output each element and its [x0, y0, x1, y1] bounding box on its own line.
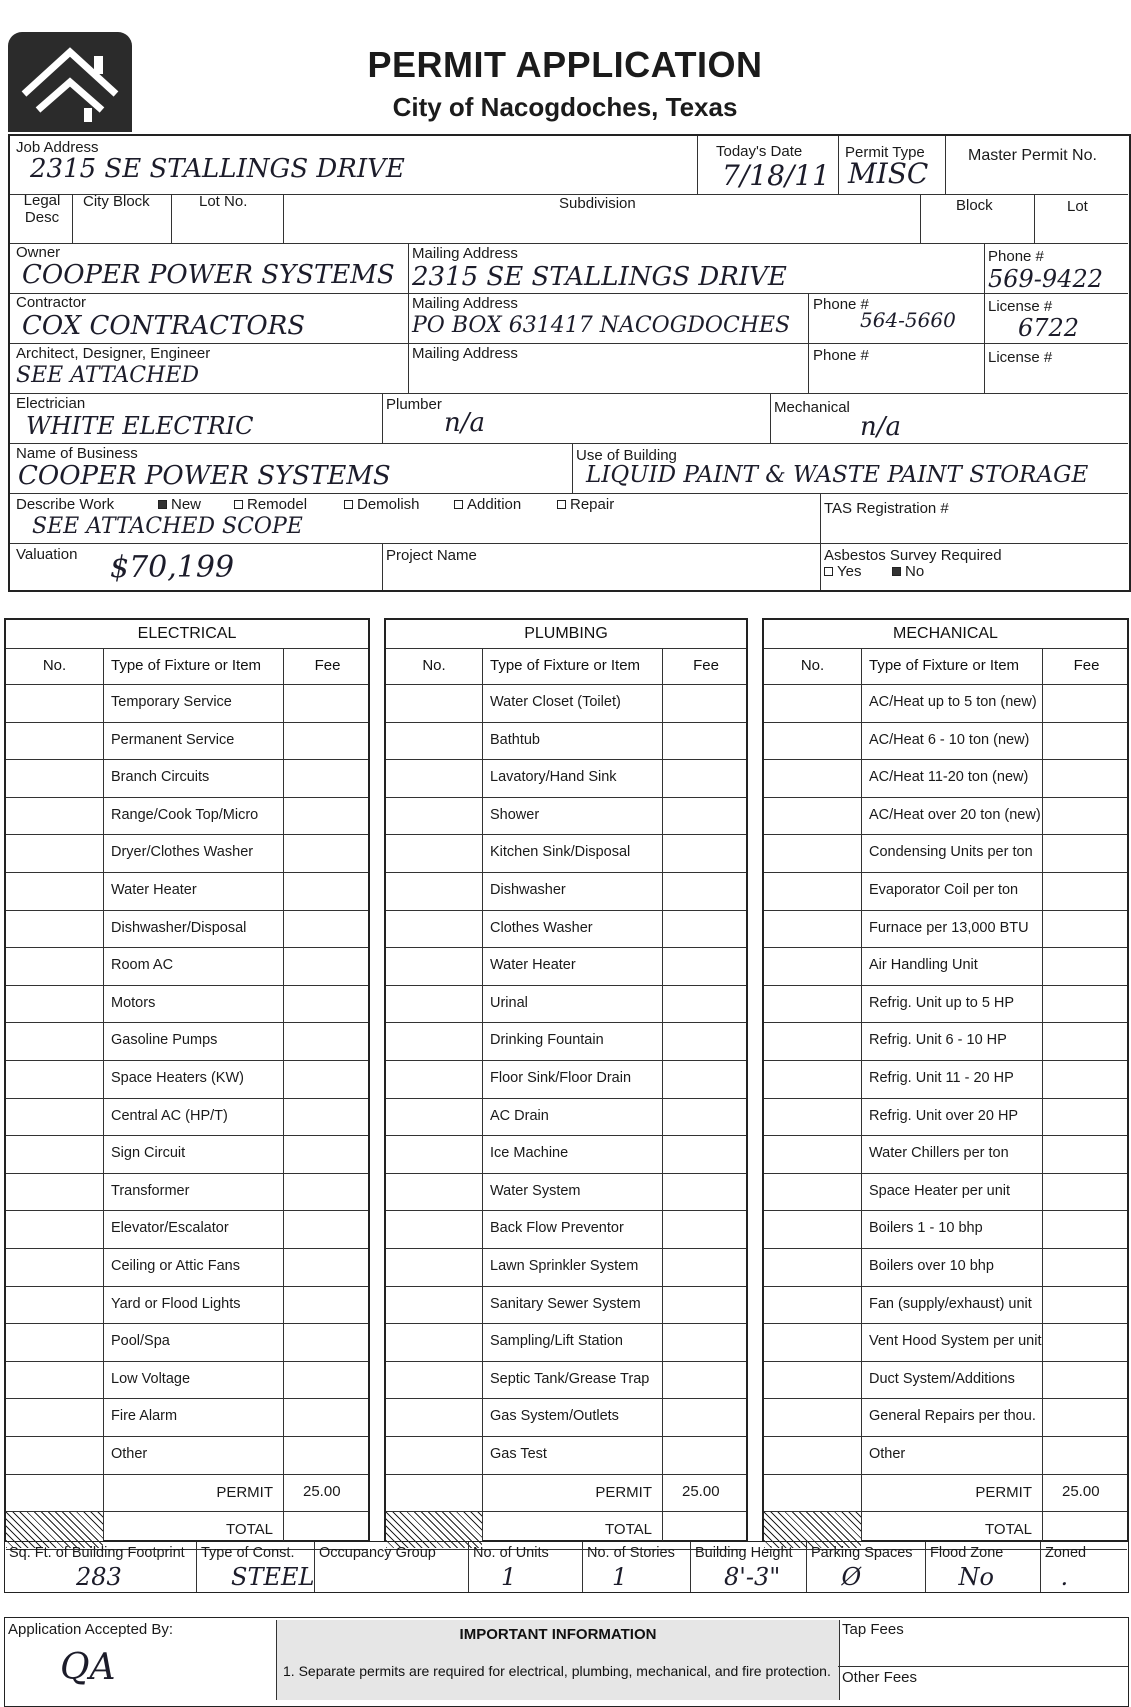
plumbing-table-title: PLUMBING: [386, 620, 746, 649]
plumber-label: Plumber: [386, 396, 442, 413]
electrical-item: Motors: [111, 994, 156, 1011]
plumbing-item: Sampling/Lift Station: [490, 1333, 623, 1350]
valuation-value[interactable]: $70,199: [110, 550, 235, 585]
use-of-building-label: Use of Building: [576, 447, 677, 464]
building-field-value[interactable]: No: [958, 1563, 994, 1591]
plumbing-item: Septic Tank/Grease Trap: [490, 1370, 650, 1387]
other-fees-label: Other Fees: [842, 1669, 918, 1686]
architect-value[interactable]: SEE ATTACHED: [16, 363, 200, 388]
electrical-total-label: TOTAL: [226, 1521, 273, 1539]
mechanical-item: Fan (supply/exhaust) unit: [869, 1295, 1032, 1312]
electrical-item: Transformer: [111, 1182, 190, 1199]
col-type-header: Type of Fixture or Item: [111, 657, 262, 674]
electrical-item: Sign Circuit: [111, 1145, 186, 1162]
mechanical-item: Space Heater per unit: [869, 1182, 1011, 1199]
plumbing-item: Gas System/Outlets: [490, 1408, 619, 1425]
building-field-label: No. of Stories: [587, 1545, 675, 1561]
work-type-new[interactable]: New: [158, 497, 201, 514]
contractor-mailing-value[interactable]: PO BOX 631417 NACOGDOCHES: [412, 313, 791, 338]
owner-phone-value[interactable]: 569-9422: [988, 265, 1103, 293]
electrical-permit-label: PERMIT: [216, 1483, 273, 1501]
mechanical-item: Refrig. Unit 11 - 20 HP: [869, 1070, 1014, 1086]
electrical-item: Permanent Service: [111, 731, 235, 748]
subdivision-label: Subdivision: [559, 195, 636, 212]
mechanical-item: Duct System/Additions: [869, 1370, 1015, 1387]
business-name-value[interactable]: COOPER POWER SYSTEMS: [18, 461, 391, 491]
mechanical-item: Refrig. Unit 6 - 10 HP: [869, 1032, 1007, 1049]
electrical-item: Pool/Spa: [111, 1333, 170, 1350]
building-field-value[interactable]: 1: [501, 1563, 517, 1591]
architect-license-label: License #: [988, 349, 1053, 366]
plumbing-total-label: TOTAL: [605, 1521, 652, 1539]
col-no-header: No.: [422, 657, 446, 674]
accepted-initials[interactable]: QA: [60, 1647, 116, 1688]
plumbing-item: Water System: [490, 1182, 581, 1199]
block-label: Block: [956, 197, 993, 214]
electrical-item: Elevator/Escalator: [111, 1220, 229, 1237]
electrical-item: Dryer/Clothes Washer: [111, 844, 254, 861]
electrical-item: Range/Cook Top/Micro: [111, 806, 259, 823]
col-no-header: No.: [800, 657, 825, 674]
project-name-label: Project Name: [386, 547, 477, 564]
contractor-phone-label: Phone #: [813, 296, 869, 313]
electrical-item: Water Heater: [111, 882, 197, 898]
electrical-permit-fee[interactable]: 25.00: [303, 1482, 341, 1500]
building-field-value[interactable]: 8'-3": [724, 1563, 781, 1591]
electrical-item: Fire Alarm: [111, 1408, 178, 1425]
owner-value[interactable]: COOPER POWER SYSTEMS: [22, 260, 395, 290]
mechanical-item: Boilers 1 - 10 bhp: [869, 1220, 983, 1237]
house-icon: [8, 32, 132, 132]
building-field-value[interactable]: .: [1060, 1563, 1069, 1591]
checkbox-icon[interactable]: [454, 500, 463, 509]
building-field-label: Sq. Ft. of Building Footprint: [9, 1545, 185, 1561]
building-field-value[interactable]: STEEL: [231, 1563, 315, 1591]
asbestos-yes[interactable]: Yes: [824, 564, 861, 581]
plumbing-item: AC Drain: [490, 1107, 549, 1124]
accepted-by-label: Application Accepted By:: [8, 1621, 174, 1638]
mechanical-item: General Repairs per thou.: [869, 1408, 1036, 1425]
job-address-value[interactable]: 2315 SE STALLINGS DRIVE: [30, 154, 405, 184]
contractor-phone-value[interactable]: 564-5660: [860, 308, 956, 332]
contractor-label: Contractor: [16, 294, 87, 311]
col-type-header: Type of Fixture or Item: [490, 657, 641, 674]
contractor-license-value[interactable]: 6722: [1018, 314, 1080, 342]
work-type-demolish[interactable]: Demolish: [344, 497, 420, 514]
col-fee-header: Fee: [1073, 657, 1100, 674]
asbestos-no[interactable]: No: [892, 564, 924, 581]
mechanical-value[interactable]: n/a: [860, 412, 902, 442]
building-field-value[interactable]: Ø: [841, 1563, 862, 1591]
form-title: PERMIT APPLICATION: [367, 44, 763, 85]
plumbing-item: Sanitary Sewer System: [490, 1295, 641, 1312]
permit-type-value[interactable]: MISC: [848, 157, 929, 190]
plumbing-item: Bathtub: [490, 731, 540, 748]
city-logo: [8, 32, 132, 132]
asbestos-label: Asbestos Survey Required: [824, 547, 1002, 564]
col-fee-header: Fee: [314, 657, 341, 674]
checkbox-icon[interactable]: [344, 500, 353, 509]
mechanical-item: AC/Heat 11-20 ton (new): [869, 769, 1029, 786]
checkbox-icon[interactable]: [824, 567, 833, 576]
electrical-item: Temporary Service: [111, 694, 232, 710]
building-field-label: Occupancy Group: [319, 1545, 436, 1561]
describe-work-label: Describe Work: [16, 496, 115, 513]
checkbox-checked-icon[interactable]: [892, 567, 901, 576]
plumbing-item: Back Flow Preventor: [490, 1220, 624, 1237]
electrical-item: Low Voltage: [111, 1370, 191, 1387]
electrical-item: Yard or Flood Lights: [111, 1295, 241, 1312]
owner-label: Owner: [16, 244, 61, 261]
legal-desc-label: Legal Desc: [23, 192, 61, 226]
work-type-remodel[interactable]: Remodel: [234, 497, 307, 514]
plumbing-item: Lavatory/Hand Sink: [490, 769, 617, 786]
checkbox-icon[interactable]: [557, 500, 566, 509]
building-field-label: Parking Spaces: [811, 1545, 913, 1561]
mechanical-item: Other: [869, 1446, 906, 1462]
master-permit-label: Master Permit No.: [968, 147, 1097, 164]
checkbox-checked-icon[interactable]: [158, 500, 167, 509]
plumbing-item: Drinking Fountain: [490, 1032, 604, 1049]
permit-type-label: Permit Type: [845, 144, 925, 161]
building-field-label: Type of Const.: [201, 1545, 295, 1561]
contractor-value[interactable]: COX CONTRACTORS: [22, 311, 306, 341]
job-address-label: Job Address: [16, 139, 99, 156]
mechanical-permit-label: PERMIT: [975, 1483, 1032, 1501]
architect-phone-label: Phone #: [813, 347, 869, 364]
lot-label: Lot: [1067, 198, 1088, 215]
plumbing-table: [384, 618, 748, 1542]
mechanical-item: AC/Heat 6 - 10 ton (new): [869, 731, 1030, 748]
building-field-value[interactable]: 1: [612, 1563, 628, 1591]
form-subtitle: City of Nacogdoches, Texas: [392, 92, 738, 122]
electrical-table: [4, 618, 370, 1542]
important-info-title: IMPORTANT INFORMATION: [459, 1626, 657, 1643]
building-field-label: Building Height: [695, 1545, 793, 1561]
mechanical-item: Condensing Units per ton: [869, 844, 1033, 861]
todays-date-value[interactable]: 7/18/11: [722, 159, 830, 192]
owner-mailing-value[interactable]: 2315 SE STALLINGS DRIVE: [412, 262, 787, 292]
mechanical-item: Evaporator Coil per ton: [869, 882, 1019, 898]
important-info-item-1: 1. Separate permits are required for electrical, plumbing, mechanical, and fire protection.: [283, 1663, 831, 1679]
tas-registration-label: TAS Registration #: [824, 500, 949, 517]
mechanical-item: Refrig. Unit over 20 HP: [869, 1107, 1019, 1124]
mechanical-table: [762, 618, 1129, 1542]
work-type-addition[interactable]: Addition: [454, 497, 521, 514]
business-name-label: Name of Business: [16, 445, 138, 462]
plumbing-item: Water Closet (Toilet): [490, 694, 621, 710]
electrical-item: Space Heaters (KW): [111, 1070, 244, 1086]
electrical-item: Other: [111, 1446, 148, 1462]
mechanical-item: AC/Heat over 20 ton (new): [869, 806, 1041, 823]
electrician-value[interactable]: WHITE ELECTRIC: [26, 412, 254, 440]
electrical-item: Ceiling or Attic Fans: [111, 1258, 240, 1274]
checkbox-icon[interactable]: [234, 500, 243, 509]
plumbing-item: Water Heater: [490, 957, 576, 974]
work-type-repair[interactable]: Repair: [557, 497, 614, 514]
city-block-label: City Block: [83, 193, 150, 210]
plumber-value[interactable]: n/a: [444, 408, 486, 438]
mechanical-item: Furnace per 13,000 BTU: [869, 919, 1029, 936]
mechanical-item: Air Handling Unit: [869, 957, 978, 974]
mechanical-item: Water Chillers per ton: [869, 1145, 1009, 1162]
plumbing-item: Gas Test: [490, 1446, 547, 1462]
mechanical-permit-fee[interactable]: 25.00: [1062, 1482, 1100, 1500]
plumbing-item: Dishwasher: [490, 882, 566, 898]
plumbing-item: Clothes Washer: [490, 919, 593, 936]
owner-phone-label: Phone #: [988, 248, 1044, 265]
electrical-item: Room AC: [111, 957, 174, 974]
architect-mailing-label: Mailing Address: [412, 345, 518, 362]
describe-work-value[interactable]: SEE ATTACHED SCOPE: [32, 514, 303, 539]
mechanical-table-title: MECHANICAL: [764, 620, 1127, 649]
contractor-license-label: License #: [988, 298, 1053, 315]
mechanical-label: Mechanical: [774, 399, 850, 416]
building-field-label: No. of Units: [473, 1545, 549, 1561]
important-info-box: [276, 1620, 840, 1700]
contractor-mailing-label: Mailing Address: [412, 295, 518, 312]
mechanical-item: AC/Heat up to 5 ton (new): [869, 694, 1037, 710]
plumbing-item: Kitchen Sink/Disposal: [490, 844, 631, 861]
mechanical-total-label: TOTAL: [985, 1521, 1032, 1539]
electrical-item: Dishwasher/Disposal: [111, 919, 247, 936]
valuation-label: Valuation: [16, 546, 78, 563]
lot-no-label: Lot No.: [199, 193, 248, 210]
plumbing-permit-label: PERMIT: [595, 1483, 652, 1501]
tap-fees-label: Tap Fees: [842, 1621, 904, 1638]
building-field-value[interactable]: 283: [76, 1563, 122, 1591]
plumbing-item: Urinal: [490, 994, 528, 1011]
plumbing-item: Ice Machine: [490, 1145, 569, 1162]
owner-mailing-label: Mailing Address: [412, 245, 518, 262]
col-type-header: Type of Fixture or Item: [869, 657, 1020, 674]
architect-label: Architect, Designer, Engineer: [16, 345, 211, 362]
electrical-item: Branch Circuits: [111, 769, 210, 786]
electrical-item: Gasoline Pumps: [111, 1032, 218, 1049]
col-fee-header: Fee: [693, 657, 719, 674]
mechanical-item: Vent Hood System per unit: [869, 1333, 1042, 1350]
todays-date-label: Today's Date: [716, 143, 803, 160]
mechanical-item: Refrig. Unit up to 5 HP: [869, 994, 1015, 1011]
use-of-building-value[interactable]: LIQUID PAINT & WASTE PAINT STORAGE: [586, 462, 1089, 488]
plumbing-item: Lawn Sprinkler System: [490, 1258, 639, 1274]
plumbing-item: Floor Sink/Floor Drain: [490, 1070, 632, 1086]
building-field-label: Flood Zone: [930, 1545, 1004, 1561]
electrical-table-title: ELECTRICAL: [6, 620, 368, 649]
plumbing-permit-fee[interactable]: 25.00: [682, 1482, 720, 1500]
electrician-label: Electrician: [16, 395, 86, 412]
plumbing-item: Shower: [490, 806, 540, 823]
building-field-label: Zoned: [1045, 1545, 1087, 1561]
col-no-header: No.: [42, 657, 67, 674]
mechanical-item: Boilers over 10 bhp: [869, 1258, 994, 1274]
electrical-item: Central AC (HP/T): [111, 1107, 228, 1124]
